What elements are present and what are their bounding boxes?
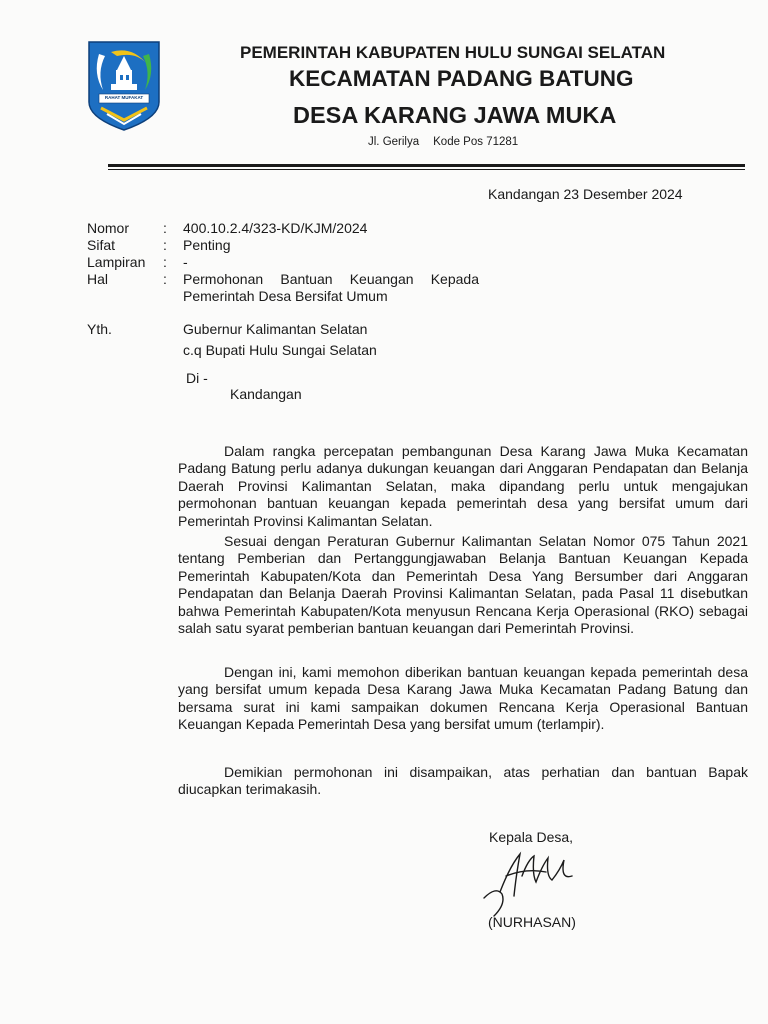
meta-value-lampiran: -: [183, 254, 188, 270]
meta-value-hal: Permohonan Bantuan Keuangan Kepada: [183, 271, 479, 287]
letter-date: Kandangan 23 Desember 2024: [488, 186, 683, 202]
meta-colon: :: [163, 254, 167, 270]
letterhead-regency: PEMERINTAH KABUPATEN HULU SUNGAI SELATAN: [240, 43, 666, 62]
handwritten-signature: [476, 846, 586, 920]
body-paragraph-2: [178, 533, 748, 637]
recipient-place: Kandangan: [230, 386, 302, 402]
meta-colon: :: [163, 271, 167, 287]
logo-motto: RAHAT MUFAKAT: [104, 95, 144, 100]
paragraph-text: Dalam rangka percepatan pembangunan Desa Karang Jawa Muka Kecamatan Padang Batung perlu adanya dukungan keuangan dari Anggaran Pendapatan dan Belanja Daerah Provinsi Kalimantan Selatan, maka dipandang perlu untuk mengajukan permohonan bantuan keuangan kepada pemerintah desa yang bersifat umum dari Pemerintah Provinsi Kalimantan Selatan.: [178, 443, 748, 529]
address-postcode: Kode Pos 71281: [433, 136, 519, 148]
body-paragraph-4: [178, 764, 748, 799]
recipient-line1: Gubernur Kalimantan Selatan: [183, 321, 368, 337]
paragraph-text: Sesuai dengan Peraturan Gubernur Kalimantan Selatan Nomor 075 Tahun 2021 tentang Pemberian dan Pertanggungjawaban Belanja Bantuan Keuangan Kepada Pemerintah Kabupaten/Kota dan Pemerintah Desa Yang Bersumber dari Anggaran Pendapatan dan Belanja Daerah Provinsi Kalimantan Selatan, pada Pasal 11 disebutkan bahwa Pemerintah Kabupaten/Kota menyusun Rencana Kerja Operasional (RKO) sebagai salah satu syarat pemberian bantuan keuangan dari Pemerintah Provinsi.: [178, 533, 748, 637]
body-paragraph-1: [178, 443, 748, 530]
signatory-name: (NURHASAN): [488, 914, 576, 930]
meta-colon: :: [163, 237, 167, 253]
recipient-label: Yth.: [87, 321, 112, 337]
letterhead-village: DESA KARANG JAWA MUKA: [293, 102, 617, 128]
letterhead-district: KECAMATAN PADANG BATUNG: [289, 66, 634, 91]
meta-label-nomor: Nomor: [87, 220, 130, 236]
paragraph-text: Dengan ini, kami memohon diberikan bantuan keuangan kepada pemerintah desa yang bersifat umum kepada Desa Karang Jawa Muka Kecamatan Padang Batung dan bersama surat ini kami sampaikan dokumen Rencana Kerja Operasional Bantuan Keuangan Kepada Pemerintah Desa yang bersifat umum (terlampir).: [178, 664, 748, 733]
recipient-line2: c.q Bupati Hulu Sungai Selatan: [183, 342, 377, 358]
letterhead-rule-thin: [108, 169, 745, 170]
recipient-di: Di -: [186, 370, 208, 386]
meta-value-nomor: 400.10.2.4/323-KD/KJM/2024: [183, 220, 368, 236]
letterhead-address: [368, 136, 518, 148]
closing-title: Kepala Desa,: [489, 829, 574, 845]
body-paragraph-3: [178, 664, 748, 734]
meta-value-hal-line2: Pemerintah Desa Bersifat Umum: [183, 288, 388, 304]
meta-label-sifat: Sifat: [87, 237, 116, 253]
address-street: Jl. Gerilya: [368, 136, 420, 148]
meta-label-hal: Hal: [87, 271, 109, 287]
letterhead-rule-thick: [108, 164, 745, 167]
meta-label-lampiran: Lampiran: [87, 254, 146, 270]
paragraph-text: Demikian permohonan ini disampaikan, atas perhatian dan bantuan Bapak diucapkan terimakasih.: [178, 764, 748, 798]
meta-value-sifat: Penting: [183, 237, 231, 253]
meta-colon: :: [163, 220, 167, 236]
